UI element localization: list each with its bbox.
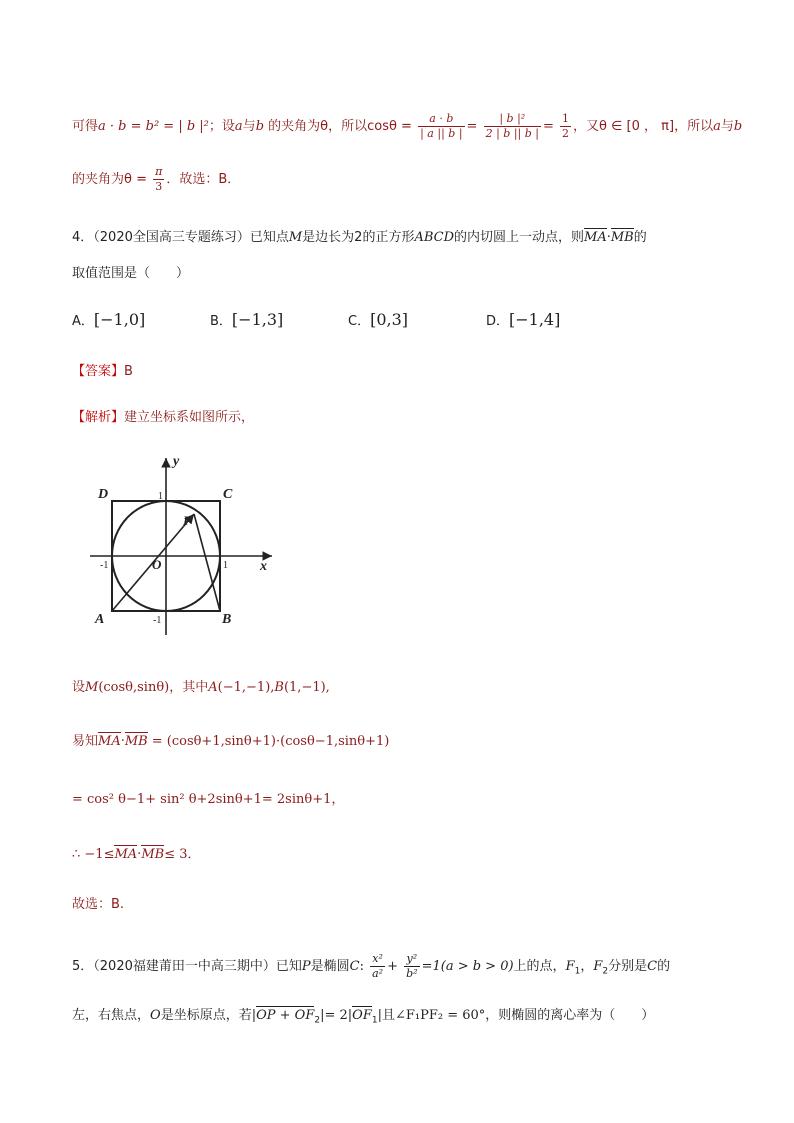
segment-pb: [194, 514, 220, 611]
analysis-text: 建立坐标系如图所示，: [124, 410, 255, 425]
coordinate-figure: [90, 455, 290, 640]
solution3-tail: 的夹角为θ =: [72, 172, 147, 187]
set-line: 设M(cosθ,sinθ)，其中A(−1,−1),B(1,−1),: [72, 680, 330, 695]
q5-stem: 5．（2020福建莆田一中高三期中）已知P是椭圆C: $\frac{\text{x²}}{\text{a²}}$ + $\frac{\text{y²}}{\text{b²}}$ =1(a > b > 0)上的点，$F_1$，$F_2$分别是C的: [72, 952, 671, 980]
answer-value: B: [124, 364, 133, 379]
therefore-line: ∴ −1≤MA·MB≤ 3．: [72, 847, 201, 862]
q4-stem: 4．（2020全国高三专题练习）已知点M是边长为2的正方形ABCD的内切圆上一动点，则MA·MB的: [72, 230, 647, 245]
ellipse-y-frac: $\frac{\text{y²}}{\text{b²}}$: [406, 952, 418, 980]
ellipse-x-frac: $\frac{\text{x²}}{\text{a²}}$: [372, 952, 384, 980]
label-o: O: [152, 557, 162, 572]
vector-mb: MB: [610, 230, 634, 245]
eq-sign: =: [466, 119, 478, 134]
option-c[interactable]: C．[0,3]: [348, 310, 409, 329]
analysis-tag: 【解析】: [72, 410, 125, 425]
solution3-end: ．故选：B．: [166, 172, 241, 187]
label-neg-left: -1: [100, 560, 109, 571]
vector-b: b: [255, 119, 265, 134]
label-y: y: [173, 455, 180, 469]
q5-stem-line2: 左，右焦点，O是坐标原点，若$|OP + OF_2|= 2|OF_1|$且∠F₁PF₂ = 60°，则椭圆的离心率为（ ）: [72, 1008, 655, 1026]
answer-tag: 【答案】: [72, 364, 125, 379]
solution3-prefix: 可得: [72, 119, 99, 134]
eq-sign-2: =: [542, 119, 554, 134]
solution3-angle-text: 的夹角为θ，所以cosθ =: [264, 119, 412, 134]
fraction-pi-3: $\frac{\pi}{3}$: [155, 165, 163, 193]
fraction-1: $\frac{a \cdot b}{| a || b |}$: [420, 112, 463, 140]
option-a[interactable]: A．[−1,0]: [72, 310, 146, 329]
label-p: P: [183, 513, 191, 528]
label-d: D: [98, 487, 109, 502]
q4-stem-line2: 取值范围是（ ）: [72, 266, 190, 281]
solution3-eq1: a · b = b² = | b |²: [98, 119, 209, 134]
fraction-2: $\frac{\text{| b |²}}{2 | b || b |}$: [485, 112, 539, 140]
expand-line: = cos² θ−1+ sin² θ+2sinθ+1= 2sinθ+1，: [72, 792, 345, 807]
label-b: B: [222, 612, 232, 627]
label-x: x: [260, 559, 267, 574]
analysis-line: [72, 406, 254, 425]
option-b[interactable]: B．[−1,3]: [210, 310, 284, 329]
label-one-top: 1: [158, 491, 163, 502]
fraction-3: $\frac{1}{2}$: [562, 112, 570, 140]
choose-line: 故选：B.: [72, 897, 125, 912]
solution3-line2: [72, 165, 240, 194]
solution3-line1: 可得a · b = b² = | b |²；设a与b 的夹角为θ，所以cosθ = $\frac{a \cdot b}{| a || b |}$ = $\frac{\text{| b |²}}{2 | b || b |}$ = $\frac{1}{2}$ ，又θ ∈ [0 ， π]，所以a与b: [72, 112, 743, 140]
vector-ma: MA: [584, 230, 607, 245]
label-one-right: 1: [223, 560, 228, 571]
vector-a: a: [234, 119, 243, 134]
label-neg-bottom: -1: [153, 615, 162, 626]
solution3-with: 与: [242, 119, 256, 134]
label-c: C: [223, 487, 233, 502]
label-a: A: [95, 612, 105, 627]
solution3-range: ，又θ ∈ [0 ， π]，所以: [573, 119, 714, 134]
solution3-sep: ；设: [208, 119, 235, 134]
answer-line: [72, 360, 133, 379]
easy-line: 易知MA·MB = (cosθ+1,sinθ+1)·(cosθ−1,sinθ+1): [72, 734, 390, 749]
option-d[interactable]: D．[−1,4]: [486, 310, 561, 329]
